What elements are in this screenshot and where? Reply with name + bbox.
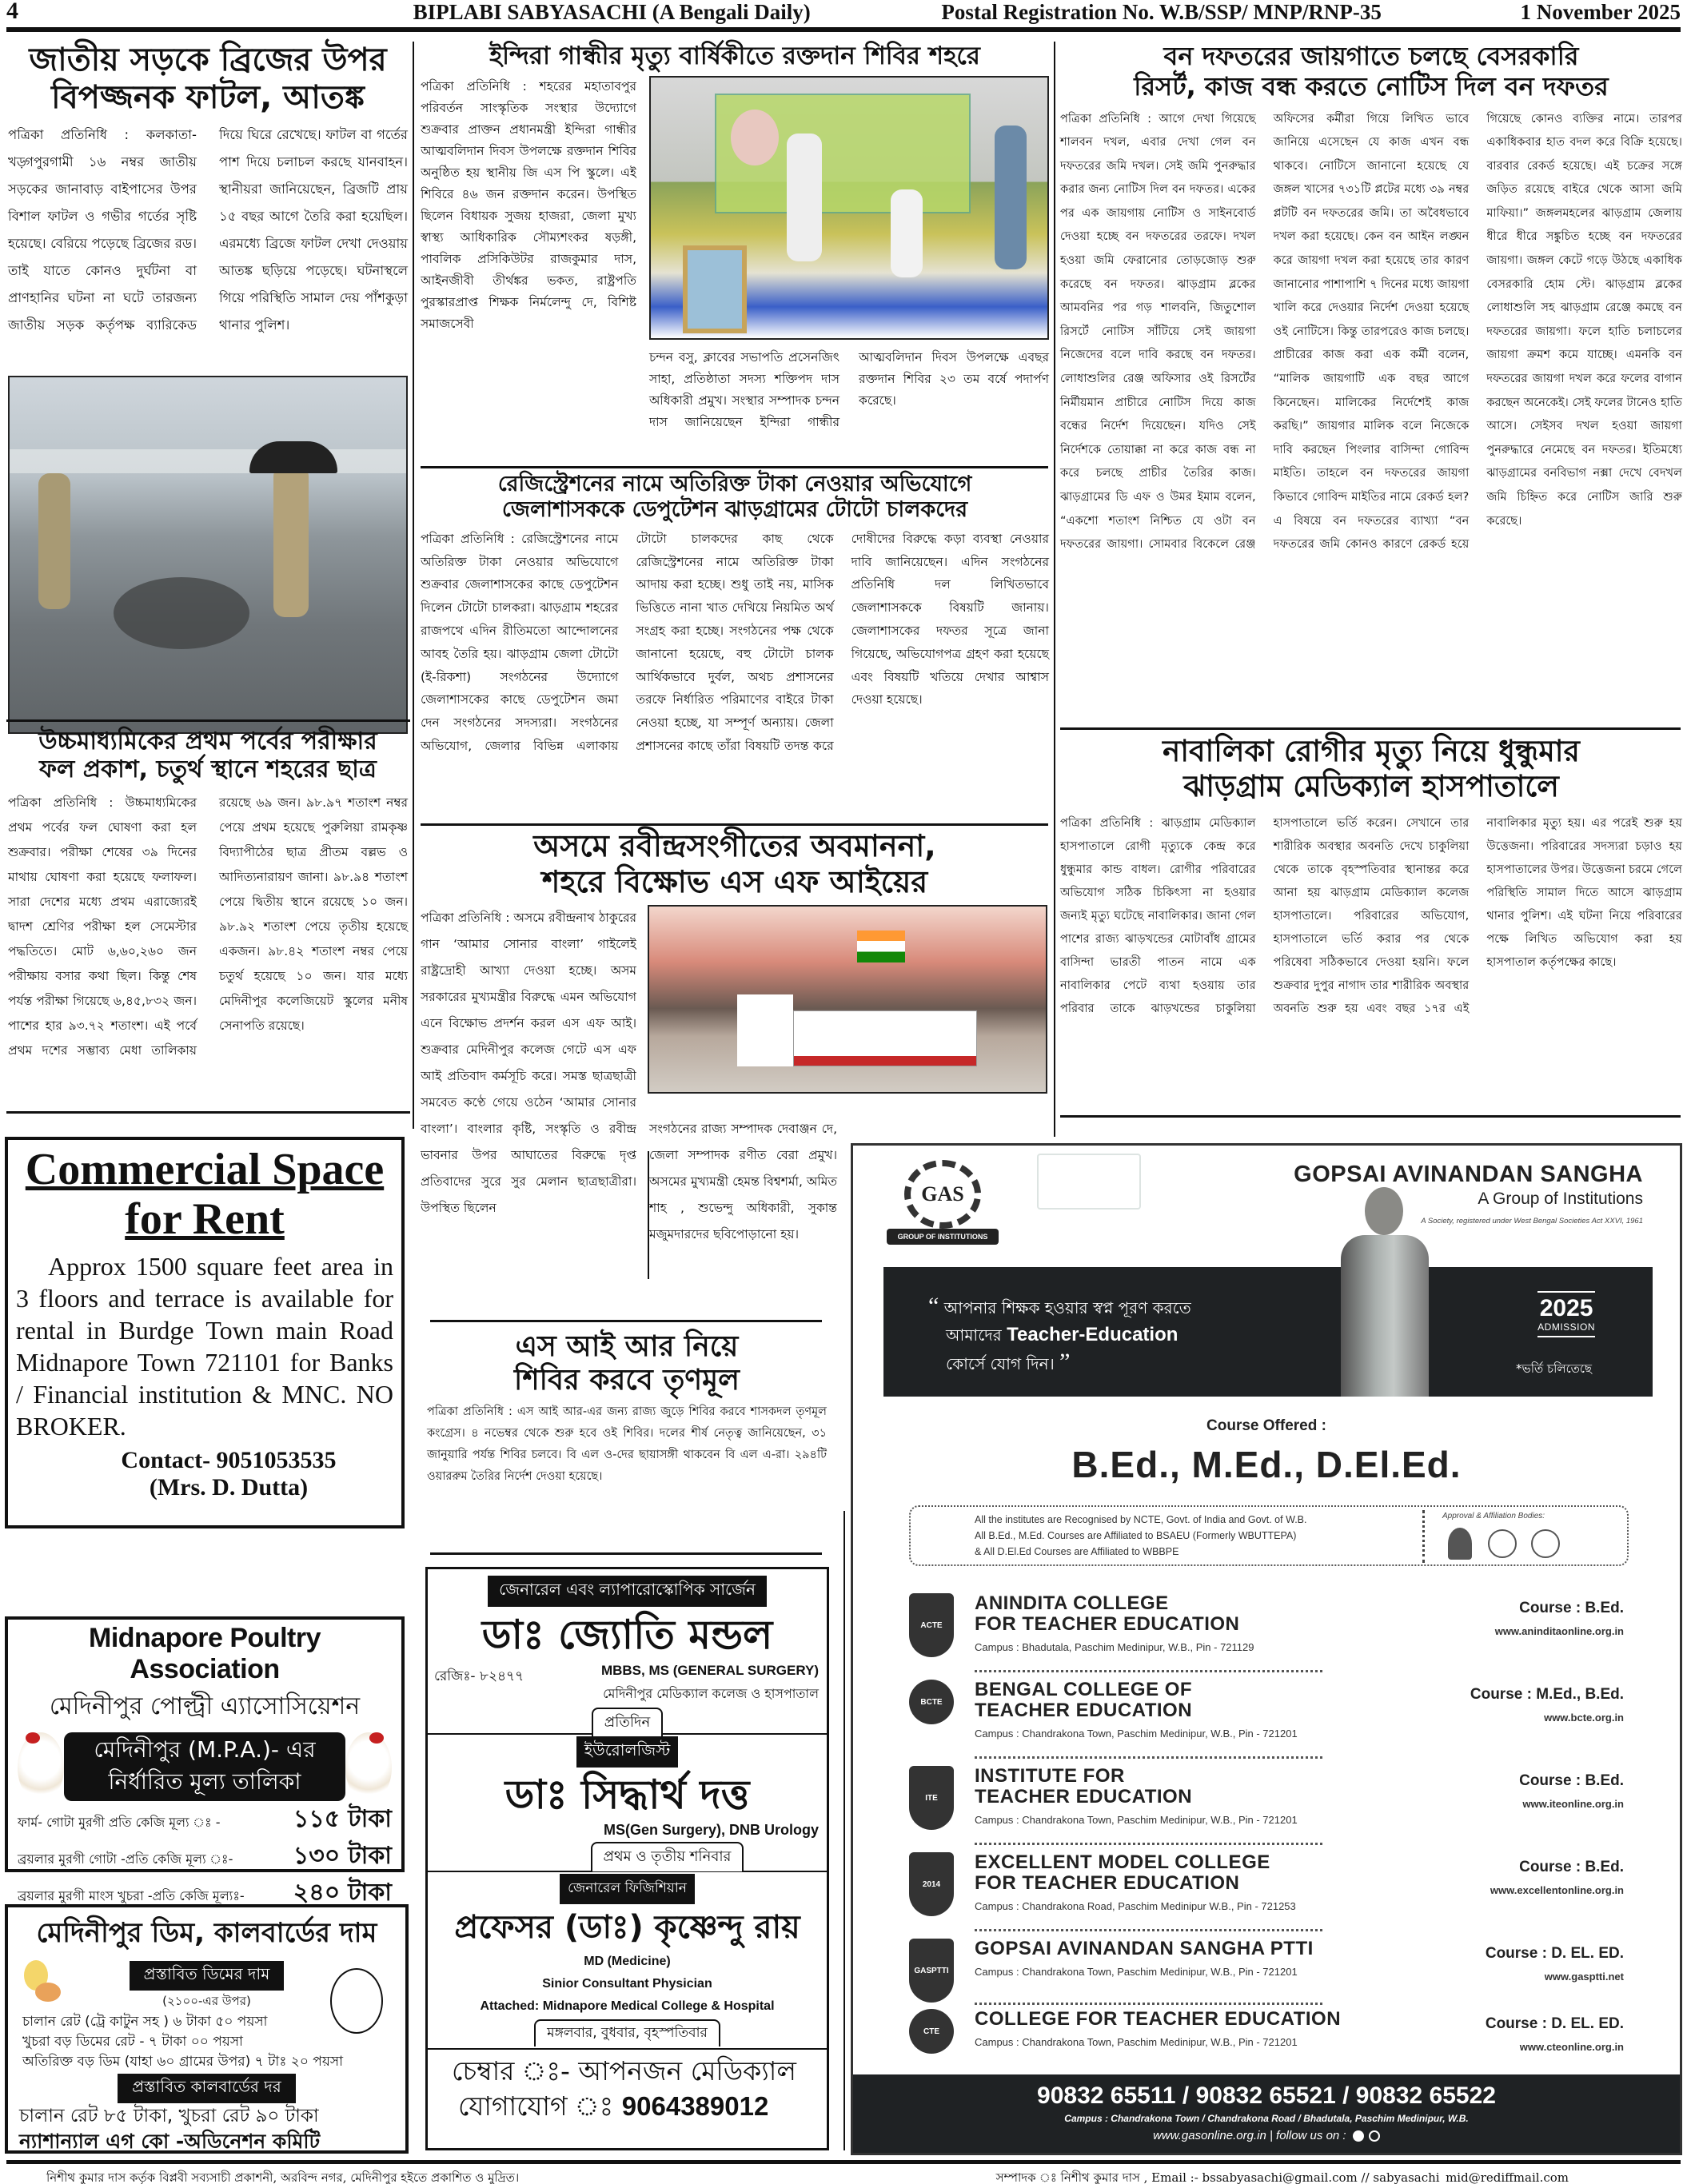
article-bridge bbox=[8, 42, 408, 734]
section-rule bbox=[1060, 1115, 1681, 1118]
quote-line: কোর্সে যোগ দিন। bbox=[946, 1354, 1055, 1373]
footer-publisher: নিশীথ কুমার দাস কর্তৃক বিপ্লবী সব্যসাচী প্রকাশনী, অরবিন্দ নগর, মেদিনীপুর হইতে প্রকাশিত ও মুদ্রিত। bbox=[46, 2170, 520, 2184]
gas-phones: 90832 65511 / 90832 65521 / 90832 65522 bbox=[1037, 2082, 1496, 2109]
doctor-days: মঙ্গলবার, বুধবার, বৃহস্পতিবার bbox=[534, 2019, 720, 2047]
banner-line: নির্ধারিত মূল্য তালিকা bbox=[108, 1768, 301, 1795]
doctor-degree: MS(Gen Surgery), DNB Urology bbox=[603, 1822, 819, 1838]
price-unit: টাকা bbox=[348, 1879, 392, 1907]
headline: শিবির করবে তৃণমূল bbox=[514, 1364, 740, 1397]
headline: ফল প্রকাশ, চতুর্থ স্থানে শহরের ছাত্র bbox=[39, 755, 377, 784]
page-number: 4 bbox=[6, 0, 18, 24]
college-course: Course : M.Ed., B.Ed. bbox=[1470, 1686, 1624, 1703]
article-body: পত্রিকা প্রতিনিধি : ঝাড়গ্রাম মেডিক্যাল হাসপাতালে রোগী মৃত্যুকে কেন্দ্র করে ধুন্ধুমার কান্ড বাধল। রোগীর পরিবারের অভিযোগ সঠিক চিকিৎসা না হওয়ার জন্যই মৃত্যু ঘটেছে নাবালিকার। জানা গেল পাশের রাজ্য ঝাড়খন্ডের মোটাবাঁধ গ্রামের বাসিন্দা ভারতী পাতন নামে এক নাবালিকার পেটে ব্যথা হওয়ায় তার পরিবার তাকে ঝাড়খন্ডের চাকুলিয়া হাসপাতালে ভর্তি করেন। সেখানে তার শারীরিক অবস্থার অবনতি দেখে চাকুলিয়া থেকে তাকে বৃহস্পতিবার স্থানান্তর করে আনা হয় ঝাড়গ্রাম মেডিক্যাল কলেজ হাসপাতালে। পরিবারের অভিযোগ, হাসপাতালে ভর্তি করার পর থেকে পরিষেবা সঠিকভাবে দেওয়া হয়নি। ফলে শুক্রবার দুপুর নাগাদ তার শারীরিক অবস্থার অবনতি শুরু হয় এবং বছর ১৭র এই নাবালিকার মৃত্যু হয়। এর পরেই শুরু হয় উত্তেজনা। পরিবারের সদস্যরা চড়াও হয় হাসপাতালের উপর। উত্তেজনা চরমে গেলে পরিস্থিতি সামাল দিতে আসে ঝাড়গ্রাম থানার পুলিশ। এই ঘটনা নিয়ে পরিবারের পক্ষে লিখিত অভিযোগ করা হয় হাসপাতাল কর্তৃপক্ষের কাছে। bbox=[1060, 816, 1682, 1016]
section-rule bbox=[421, 466, 1048, 468]
college-row bbox=[909, 1593, 1624, 1657]
college-website[interactable]: www.excellentonline.org.in bbox=[1490, 1884, 1624, 1896]
admission-ongoing: *ভর্তি চলিতেছে bbox=[1516, 1361, 1592, 1376]
college-website[interactable]: www.cteonline.org.in bbox=[1519, 2041, 1624, 2053]
price-number: ২৪০ bbox=[293, 1879, 341, 1907]
person-figure bbox=[273, 465, 309, 617]
doctor-name: ডাঃ সিদ্ধার্থ দত্ত bbox=[505, 1772, 750, 1818]
price-label: ব্রয়লার মুরগী গোটা -প্রতি কেজি মূল্য ঃ- bbox=[18, 1851, 233, 1867]
college-course: Course : B.Ed. bbox=[1519, 1859, 1624, 1875]
section-rule bbox=[1060, 727, 1681, 730]
gas-org: GOPSAI AVINANDAN SANGHA bbox=[1294, 1162, 1643, 1187]
egg-sub: (২১০০-এর উপর) bbox=[162, 1994, 251, 2008]
college-name: TEACHER EDUCATION bbox=[975, 1700, 1193, 1721]
dotted-separator bbox=[975, 1670, 1322, 1672]
college-name: BENGAL COLLEGE OF bbox=[975, 1679, 1193, 1700]
price-value bbox=[293, 1839, 392, 1873]
recognition-text bbox=[975, 1512, 1306, 1560]
gas-logo-text: GAS bbox=[904, 1160, 981, 1229]
poultry-title-en: Midnapore Poultry Association bbox=[89, 1623, 321, 1684]
poultry-price-list bbox=[14, 1803, 395, 1913]
article-body: পত্রিকা প্রতিনিধি : অসমে রবীন্দ্রনাথ ঠাকুরের গান ‘আমার সোনার বাংলা’ গাইলেই রাষ্ট্রদ্রোহী আখ্যা দেওয়া হচ্ছে। অসম সরকারের মুখ্যমন্ত্রীর বিরুদ্ধে এমন অভিযোগ এনে বিক্ষোভ প্রদর্শন করল এস এফ আই। শুক্রবার মেদিনীপুর কলেজ গেটে এস এফ আই প্রতিবাদ কর্মসূচি করে। সমস্ত ছাত্রছাত্রী সমবেত কণ্ঠে গেয়ে ওঠেন ‘আমার সোনার বাংলা’। বাংলার কৃষ্টি, সংস্কৃতি ও রবীন্দ্র ভাবনার উপর আঘাতের বিরুদ্ধে দৃপ্ত প্রতিবাদের সুরে সুর মেলান ছাত্রছাত্রীরা। উপস্থিত ছিলেন bbox=[421, 910, 636, 1215]
ad-gopsai-avinandan-sangha bbox=[851, 1143, 1682, 2155]
college-campus: Campus : Chandrakona Road, Paschim Medinipur W.B., Pin - 721253 bbox=[975, 1900, 1296, 1912]
college-campus: Campus : Bhadutala, Paschim Medinipur, W.B., Pin - 721129 bbox=[975, 1641, 1254, 1653]
doctor-attached: Attached: Midnapore Medical College & Hospital bbox=[480, 1999, 775, 2013]
college-crest-icon: 2014 bbox=[909, 1852, 954, 1916]
gas-banner bbox=[883, 1267, 1653, 1397]
section-rule bbox=[6, 719, 410, 722]
doctor-specialty-tag: জেনারেল ফিজিশিয়ান bbox=[560, 1874, 695, 1904]
headline: এস আই আর নিয়ে bbox=[515, 1330, 739, 1363]
doctor-name: প্রফেসর (ডাঃ) কৃষ্ণেন্দু রায় bbox=[454, 1909, 800, 1946]
doctor-title: Sinior Consultant Physician bbox=[542, 1977, 712, 1991]
college-row bbox=[909, 2009, 1624, 2054]
youtube-icon[interactable] bbox=[1369, 2130, 1380, 2142]
admission-badge bbox=[1537, 1291, 1595, 1337]
dotted-separator bbox=[975, 2003, 1322, 2005]
college-website[interactable]: www.bcte.org.in bbox=[1544, 1712, 1624, 1724]
price-label: ব্রয়লার মুরগী মাংস খুচরা -প্রতি কেজি মূল্যঃ- bbox=[18, 1888, 245, 1903]
paper-name: BIPLABI SABYASACHI (A Bengali Daily) bbox=[413, 0, 811, 24]
headline: জেলাশাসককে ডেপুটেশন ঝাড়গ্রামের টোটো চালকদের bbox=[501, 496, 968, 522]
footer-editor: সম্পাদক ঃ নিশীথ কুমার দাস , Email :- bssabyasachi@gmail.com // sabyasachi_mid@rediffmail.com bbox=[995, 2170, 1569, 2184]
price-number: ১৩০ bbox=[293, 1842, 341, 1870]
headline: ইন্দিরা গান্ধীর মৃত্যু বার্ষিকীতে রক্তদান শিবির শহরে bbox=[489, 42, 980, 70]
bridge-photo bbox=[8, 376, 408, 734]
gas-logo bbox=[887, 1160, 999, 1248]
quote-line: আমাদের bbox=[946, 1325, 1002, 1345]
contact bbox=[428, 2090, 827, 2123]
headline: বিপজ্জনক ফাটল, আতঙ্ক bbox=[51, 79, 365, 117]
courses-offered bbox=[853, 1417, 1680, 1486]
article-body: সংগঠনের রাজ্য সম্পাদক দেবাঞ্জন দে, জেলা সম্পাদক রণীত বেরা প্রমুখ। অসমের মুখ্যমন্ত্রী হেমন্ত বিশ্বশর্মা, অমিত শাহ , শুভেন্দু অধিকারী, সুকান্ত মজুমদারদের ছবিপোড়ানো হয়। bbox=[649, 1122, 837, 1241]
article-indira bbox=[421, 42, 1049, 429]
book-pencil-icon bbox=[1037, 1154, 1141, 1210]
headline: জাতীয় সড়কে ব্রিজের উপর bbox=[29, 42, 387, 78]
section-rule bbox=[430, 1552, 822, 1555]
person-figure bbox=[995, 126, 1027, 269]
banner-line: মেদিনীপুর (M.P.A.)- এর bbox=[94, 1736, 316, 1763]
masthead bbox=[6, 0, 1681, 32]
college-website[interactable]: www.iteonline.org.in bbox=[1522, 1798, 1624, 1810]
column-divider bbox=[844, 1511, 845, 2150]
ad-contact-name: (Mrs. D. Dutta) bbox=[149, 1474, 309, 1501]
article-forest bbox=[1060, 42, 1682, 747]
doctor-reg: রেজিঃ- ৮২৪৭৭ bbox=[434, 1668, 524, 1684]
college-course: Course : B.Ed. bbox=[1519, 1600, 1624, 1616]
pothole bbox=[114, 577, 249, 649]
college-name: FOR TEACHER EDUCATION bbox=[975, 1872, 1240, 1894]
article-sir bbox=[427, 1330, 827, 1488]
college-name: EXCELLENT MODEL COLLEGE bbox=[975, 1851, 1270, 1873]
college-row bbox=[909, 1939, 1624, 2003]
contact-number: 9064389012 bbox=[621, 2091, 769, 2121]
doctor-days: প্রথম ও তৃতীয় শনিবার bbox=[591, 1842, 744, 1871]
issue-date: 1 November 2025 bbox=[1520, 0, 1681, 24]
college-crest-icon: GASPTTI bbox=[909, 1939, 954, 2003]
college-course: Course : D. EL. ED. bbox=[1485, 2015, 1624, 2032]
college-row bbox=[909, 1680, 1624, 1740]
article-body: পত্রিকা প্রতিনিধি : এস আই আর-এর জন্য রাজ্য জুড়ে শিবির করবে শাসকদল তৃণমূল কংগ্রেস। ৪ নভেম্বর থেকে শুরু হবে ওই শিবির। দলের শীর্ষ নেতৃত্ব জানিয়েছেন, ৩১ জানুয়ারি পর্যন্ত শিবির চলবে। বি এল ও-দের ছায়াসঙ্গী থাকবেন বি এল এ-রা। ২৯৪টি ওয়াররুম তৈরির নির্দেশ দেওয়া হয়েছে। bbox=[427, 1405, 827, 1483]
chick-egg-icon bbox=[24, 1960, 62, 2003]
contact-label: যোগাযোগ ঃ bbox=[458, 2090, 614, 2122]
placard bbox=[737, 994, 793, 1066]
college-name: INSTITUTE FOR bbox=[975, 1765, 1125, 1787]
wbbpe-logo-icon bbox=[1531, 1529, 1560, 1558]
section-rule bbox=[430, 1320, 822, 1322]
egg-title: মেদিনীপুর ডিম, কালবার্ডের দাম bbox=[36, 1917, 377, 1949]
price-label: ফার্ম- গোটা মুরগী প্রতি কেজি মূল্য ঃ - bbox=[18, 1815, 221, 1830]
egg-committee: ন্যাশান্যাল এগ কো -অডিনেশন কমিটি bbox=[19, 2130, 321, 2153]
college-campus: Campus : Chandrakona Town, Paschim Medinipur, W.B., Pin - 721201 bbox=[975, 1966, 1298, 1978]
headline: নাবালিকা রোগীর মৃত্যু নিয়ে ধুন্ধুমার bbox=[1163, 734, 1580, 768]
price-number: ১১৫ bbox=[293, 1805, 341, 1833]
column-divider bbox=[1054, 42, 1055, 1137]
dotted-separator bbox=[975, 1929, 1322, 1931]
egg-outline-icon bbox=[330, 1968, 383, 2034]
poultry-banner bbox=[64, 1732, 345, 1801]
section-rule bbox=[6, 1111, 410, 1114]
college-crest-icon: ACTE bbox=[909, 1593, 954, 1657]
portrait-figure bbox=[731, 110, 779, 165]
doctor-degree: MD (Medicine) bbox=[584, 1955, 671, 1968]
gas-contact-bar bbox=[853, 2074, 1680, 2153]
approval-label: Approval & Affiliation Bodies: bbox=[1442, 1512, 1545, 1520]
college-crest-icon: ITE bbox=[909, 1766, 954, 1830]
college-row bbox=[909, 1852, 1624, 1916]
college-row bbox=[909, 1766, 1624, 1830]
price-unit: টাকা bbox=[348, 1842, 392, 1870]
admission-year: 2025 bbox=[1539, 1295, 1593, 1321]
chicken-icon bbox=[18, 1732, 64, 1803]
article-body: পত্রিকা প্রতিনিধি : আগে দেখা গিয়েছে শালবন দখল, এবার দেখা গেল বন দফতরের জমি দখল। সেই জমি পুনরুদ্ধার করার জন্য নোটিস দিল বন দফতর। একের পর এক জায়গায় নোটিস ও সাইনবোর্ড দেওয়া হচ্ছে বন দফতরের তরফে। দখল হওয়া জমি ফেরানোর তোড়জোড় শুরু করেছে বন দফতর। ঝাড়গ্রাম ব্লকের আমবনির পর গড় শালবনি, জিতুশোল রিসর্টে নোটিস সাঁটিয়ে সেই জায়গা নিজেদের বলে দাবি করছে বন দফতর। লোধাশুলির রেঞ্জ অফিসার ওই রিসর্টের নির্মীয়মান প্রাচীরে নোটিস দিয়ে কাজ বন্ধের নির্দেশ দিয়েছেন। যদিও সেই নির্দেশকে তোয়াক্কা না করে কাজ বন্ধ না করে চলছে প্রাচীর তৈরির কাজ। ঝাড়গ্রামের ডি এফ ও উমর ইমাম বলেন, “একশো শতাংশ নিশ্চিত যে ওটা বন দফতরের জায়গা। সোমবার বিকেলে রেঞ্জ অফিসের কর্মীরা গিয়ে লিখিত ভাবে জানিয়ে এসেছেন যে কাজ এখন বন্ধ থাকবে। নোটিসে জানানো হয়েছে যে জঙ্গল খাসের ৭৩১টি প্লটের মধ্যে ৩৯ নম্বর প্লটটি বন দফতরের জমি। তা অবৈধভাবে দখল করা হয়েছে। কেন বন আইন লঙ্ঘন করে জায়গা দখল করা হয়েছে তার কারণ জানানোর পাশাপাশি ৭ দিনের মধ্যে জায়গা খালি করে দেওয়ার নির্দেশ দেওয়া হয়েছে ওই নোটিসে। কিন্তু তারপরেও কাজ চলছে। প্রাচীরের কাজ করা এক কর্মী বলেন, “মালিক জায়গাটি এক বছর আগে কিনেছেন। মালিকের নির্দেশেই কাজ করছি।” জায়গার মালিক বলে নিজেকে দাবি করছেন পিংলার বাসিন্দা গোবিন্দ মাইতি। তাহলে বন দফতরের জায়গা কিভাবে গোবিন্দ মাইতির নামে রেকর্ড হল? এ বিষয়ে বন দফতরের ব্যাখ্যা “বন দফতরের জমি কোনও কারণে রেকর্ড হয়ে গিয়েছে কোনও ব্যক্তির নামে। তারপর একাধিকবার হাত বদল করে বিক্রি হয়েছে। বারবার রেকর্ড হয়েছে। এই চক্রের সঙ্গে জড়িত রয়েছে বাইরে থেকে আসা জমি মাফিয়া।” জঙ্গলমহলের ঝাড়গ্রাম জেলায় ধীরে ধীরে সঙ্কুচিত হচ্ছে বন দফতরের জায়গা। জঙ্গল কেটে গড়ে উঠছে একাধিক বেসরকারি হোম স্টে। ঝাড়গ্রাম ব্লকের লোধাশুলি সহ ঝাড়গ্রাম রেঞ্জে কমছে বন দফতরের জায়গা। ফলে হাতি চলাচলের জায়গা ক্রমশ কমে যাচ্ছে। এমনকি বন দফতরের জায়গা দখল করে ফলের বাগান করছেন অনেকেই। সেই ফলের টানেও হাতি আসে। সেইসব দখল হওয়া জায়গা পুনরুদ্ধারে নেমেছে বন দফতর। ইতিমধ্যে ঝাড়গ্রামের বনবিভাগ নক্সা দেখে বেদখল জমি চিহ্নিত করে নোটিস জারি শুরু করেছে। bbox=[1060, 111, 1682, 552]
doctor-specialty-tag: জেনারেল এবং ল্যাপারোস্কোপিক সার্জেন bbox=[488, 1576, 767, 1607]
poultry-price-row bbox=[14, 1803, 395, 1839]
headline: অসমে রবীন্দ্রসংগীতের অবমাননা, bbox=[533, 828, 936, 863]
college-name: GOPSAI AVINANDAN SANGHA PTTI bbox=[975, 1938, 1314, 1959]
ad-poultry bbox=[5, 1616, 405, 1907]
barricade bbox=[10, 449, 406, 473]
column-divider bbox=[648, 1151, 649, 1279]
dotted-separator bbox=[975, 1843, 1322, 1845]
article-toto bbox=[421, 472, 1049, 804]
kalbird-rate: চালান রেট ৮৫ টাকা, খুচরা রেট ৯০ টাকা bbox=[19, 2106, 319, 2126]
article-minor bbox=[1060, 734, 1682, 1083]
chicken-icon bbox=[345, 1732, 392, 1803]
courses-list: B.Ed., M.Ed., D.El.Ed. bbox=[1071, 1444, 1462, 1485]
recognition-line: All the institutes are Recognised by NCTE, Govt. of India and Govt. of W.B. bbox=[975, 1514, 1307, 1525]
kalbird-section-label: প্রস্তাবিত কালবার্ডের দর bbox=[118, 2074, 296, 2103]
college-course: Course : D. EL. ED. bbox=[1485, 1945, 1624, 1962]
courses-label: Course Offered : bbox=[1206, 1417, 1326, 1434]
college-campus: Campus : Chandrakona Town, Paschim Medinipur, W.B., Pin - 721201 bbox=[975, 1728, 1298, 1740]
college-campus: Campus : Chandrakona Town, Paschim Medinipur, W.B., Pin - 721201 bbox=[975, 2036, 1298, 2048]
quote-highlight: Teacher-Education bbox=[1007, 1324, 1179, 1345]
doctor-degree: MBBS, MS (GENERAL SURGERY) bbox=[600, 1663, 819, 1678]
headline: ঝাড়গ্রাম মেডিক্যাল হাসপাতালে bbox=[1183, 768, 1559, 803]
college-course: Course : B.Ed. bbox=[1519, 1772, 1624, 1789]
headline: রিসর্ট, কাজ বন্ধ করতে নোটিস দিল বন দফতর bbox=[1134, 70, 1609, 102]
ncte-logo-icon bbox=[1448, 1528, 1472, 1560]
egg-rate-row: খুচরা বড় ডিমের রেট - ৭ টাকা ০০ পয়সা bbox=[22, 2034, 243, 2050]
bsaeu-logo-icon bbox=[1488, 1529, 1517, 1558]
headline: বন দফতরের জায়গাতে চলছে বেসরকারি bbox=[1163, 41, 1579, 71]
recognition-box bbox=[909, 1505, 1629, 1566]
umbrella bbox=[249, 441, 337, 473]
gas-campus: Campus : Chandrakona Town / Chandrakona Road / Bhadutala, Paschim Medinipur, W.B. bbox=[1064, 2113, 1469, 2124]
college-name: FOR TEACHER EDUCATION bbox=[975, 1613, 1240, 1635]
ad-egg-price bbox=[5, 1904, 409, 2154]
doctor-hospital: মেদিনীপুর মেডিক্যাল কলেজ ও হাসপাতাল bbox=[603, 1686, 819, 1701]
egg-rate-row: চালান রেট (ট্রে কাটুন সহ ) ৬ টাকা ৫০ পয়সা bbox=[22, 2014, 268, 2030]
price-value bbox=[293, 1803, 392, 1836]
article-body: পত্রিকা প্রতিনিধি : কলকাতা-খড়্গপুরগামী ১৬ নম্বর জাতীয় সড়কের জানাবাড় বাইপাসের উপর বিশাল ফাটল ও গভীর গর্তের সৃষ্টি হয়েছে। বেরিয়ে পড়েছে ব্রিজের রড। তাই যাতে কোনও দুর্ঘটনা বা প্রাণহানির ঘটনা না ঘটে তারজন্য জাতীয় সড়ক কর্তৃপক্ষ ব্যারিকেড দিয়ে ঘিরে রেখেছে। ফাটল বা গর্তের পাশ দিয়ে চলাচল করছে যানবাহন। স্থানীয়রা জানিয়েছেন, ব্রিজটি প্রায় ১৫ বছর আগে তৈরি করা হয়েছিল। এরমধ্যে ব্রিজে ফাটল দেখা দেওয়ায় আতঙ্ক ছড়িয়ে পড়েছে। ঘটনাস্থলে গিয়ে পরিস্থিতি সামাল দেয় পাঁশকুড়া থানার পুলিশ। bbox=[8, 127, 408, 333]
price-unit: টাকা bbox=[348, 1805, 392, 1833]
college-name: COLLEGE FOR TEACHER EDUCATION bbox=[975, 2008, 1342, 2030]
postal-registration: Postal Registration No. W.B/SSP/ MNP/RNP-35 bbox=[941, 0, 1382, 24]
quote-line: আপনার শিক্ষক হওয়ার স্বপ্ন পূরণ করতে bbox=[943, 1298, 1191, 1317]
college-campus: Campus : Chandrakona Town, Paschim Medinipur, W.B., Pin - 721201 bbox=[975, 1814, 1298, 1826]
student-photo bbox=[1331, 1187, 1435, 1397]
recognition-line: & All D.El.Ed Courses are Affiliated to WBBPE bbox=[975, 1546, 1179, 1557]
article-body: পত্রিকা প্রতিনিধি : উচ্চমাধ্যমিকের প্রথম পর্বের ফল ঘোষণা করা হল শুক্রবার। পরীক্ষা শেষের ৩৯ দিনের মাথায় ঘোষণা করা হয়েছে ফলাফল। সারা দেশের মধ্যে প্রথম এরাজ্যেরই দ্বাদশ শ্রেণির পরীক্ষা হল সেমেস্টার পদ্ধতিতে। মোট ৬,৬০,২৬০ জন পরীক্ষায় বসার কথা ছিল। কিন্তু শেষ পর্যন্ত পরীক্ষা গিয়েছে ৬,৪৫,৮৩২ জন। পাশের হার ৯৩.৭২ শতাংশ। এই পর্বে প্রথম দশের সম্ভাব্য মেধা তালিকায় রয়েছে ৬৯ জন। ৯৮.৯৭ শতাংশ নম্বর পেয়ে প্রথম হয়েছে পুরুলিয়া রামকৃষ্ণ বিদ্যাপীঠের ছাত্র প্রীতম বল্লভ ও আদিত্যনারায়ণ জানা। ৯৮.৯৪ শতাংশ পেয়ে দ্বিতীয় স্থানে রয়েছে ১০ জন। ৯৮.৯২ শতাংশ পেয়ে তৃতীয় হয়েছে একজন। ৯৮.৪২ শতাংশ নম্বর পেয়ে চতুর্থ হয়েছে ১০ জন। যার মধ্যে মেদিনীপুর কলেজিয়েট স্কুলের মনীষ সেনাপতি রয়েছে। bbox=[8, 795, 408, 1058]
person-figure bbox=[787, 134, 822, 261]
gas-org-reg: A Society, registered under West Bengal Societies Act XXVI, 1961 bbox=[1421, 1217, 1643, 1226]
article-exam bbox=[8, 727, 408, 1110]
gas-logo-ribbon: GROUP OF INSTITUTIONS bbox=[887, 1229, 999, 1245]
protest-photo bbox=[648, 905, 1047, 1094]
ad-contact: Contact- 9051053535 bbox=[121, 1447, 337, 1473]
ad-body: Approx 1500 square feet area in 3 floors and terrace is available for rental in Burdge Town main Road Midnapore Town 721101 for Banks / Financial institution & MNC. NO BROKER. bbox=[16, 1252, 393, 1441]
headline: রেজিস্ট্রেশনের নামে অতিরিক্ত টাকা নেওয়ার অভিযোগে bbox=[497, 472, 972, 496]
section-rule bbox=[421, 823, 1048, 826]
college-website[interactable]: www.aninditaonline.org.in bbox=[1494, 1625, 1624, 1637]
gas-org-sub: A Group of Institutions bbox=[1478, 1190, 1643, 1208]
egg-section-label: প্রস্তাবিত ডিমের দাম bbox=[130, 1961, 285, 1991]
ad-commercial-space bbox=[5, 1137, 405, 1528]
gas-website[interactable]: www.gasonline.org.in | follow us on : bbox=[1153, 2129, 1346, 2142]
chamber: চেম্বার ঃ- আপনজন মেডিক্যাল bbox=[452, 2055, 796, 2086]
article-body: চন্দন বসু, ক্লাবের সভাপতি প্রসেনজিৎ সাহা, প্রতিষ্ঠাতা সদস্য শক্তিপদ দাস অধিকারী প্রমুখ। সংস্থার সম্পাদক চন্দন দাস জানিয়েছেন ইন্দিরা গান্ধীর আত্মবলিদান দিবস উপলক্ষে এবছর রক্তদান শিবির ২৩ তম বর্ষে পদার্পণ করেছে। bbox=[649, 350, 1049, 429]
flag bbox=[857, 931, 905, 962]
article-body: পত্রিকা প্রতিনিধি : শহরের মহাতাবপুর পরিবর্তন সাংস্কৃতিক সংস্থার উদ্যোগে শুক্রবার প্রাক্তন প্রধানমন্ত্রী ইন্দিরা গান্ধীর আত্মবলিদান দিবস উপলক্ষে রক্তদান শিবির অনুষ্ঠিত হয় স্থানীয় জি এস পি স্কুলে। এই শিবিরে ৪৬ জন রক্তদান করেন। উপস্থিত ছিলেন বিধায়ক সুজয় হাজরা, জেলা মুখ্য স্বাস্থ্য আধিকারিক সৌম্যশংকর ষড়ঙ্গী, পাবলিক প্রসিকিউটর রাজকুমার দাস, আইনজীবী তীর্থঙ্কর ভকত, রাষ্ট্রপতি পুরস্কারপ্রাপ্ত শিক্ষক নির্মলেন্দু দে, বিশিষ্ট সমাজসেবী bbox=[421, 78, 636, 331]
college-website[interactable]: www.gasptti.net bbox=[1544, 1971, 1624, 1983]
college-name: TEACHER EDUCATION bbox=[975, 1786, 1193, 1807]
college-crest-icon: BCTE bbox=[909, 1680, 954, 1724]
protest-banner bbox=[793, 1010, 977, 1066]
ad-title: Commercial Space bbox=[25, 1145, 385, 1194]
footer bbox=[6, 2160, 1681, 2184]
doctor-specialty-tag: ইউরোলজিস্ট bbox=[576, 1736, 679, 1768]
column-divider bbox=[413, 42, 414, 1129]
poultry-price-row bbox=[14, 1839, 395, 1876]
person-figure bbox=[38, 473, 70, 609]
college-crest-icon: CTE bbox=[909, 2009, 954, 2054]
gas-quote: “ আপনার শিক্ষক হওয়ার স্বপ্ন পূরণ করতে আমাদের Teacher-Education কোর্সে যোগ দিন। ” bbox=[928, 1293, 1191, 1375]
recognition-line: All B.Ed., M.Ed. Courses are Affiliated to BSAEU (Formerly WBUTTEPA) bbox=[975, 1530, 1297, 1541]
ad-doctors bbox=[425, 1567, 829, 2150]
divider bbox=[1422, 1510, 1425, 1563]
article-body: পত্রিকা প্রতিনিধি : রেজিস্ট্রেশনের নামে অতিরিক্ত টাকা নেওয়ার অভিযোগে শুক্রবার জেলাশাসকের কাছে ডেপুটেশন দিলেন টোটো চালকরা। ঝাড়গ্রাম শহরের রাজপথে এদিন রীতিমতো আন্দোলনের আবহ তৈরি হয়। ঝাড়গ্রাম জেলা টোটো (ই-রিকশা) সংগঠনের উদ্যোগে জেলাশাসকের কাছে ডেপুটেশন জমা দেন সংগঠনের সদস্যরা। সংগঠনের অভিযোগ, জেলার বিভিন্ন এলাকায় টোটো চালকদের কাছ থেকে রেজিস্ট্রেশনের নামে অতিরিক্ত টাকা আদায় করা হচ্ছে। শুধু তাই নয়, মাসিক ভিত্তিতে নানা খাত দেখিয়ে নিয়মিত অর্থ সংগ্রহ করা হচ্ছে। সংগঠনের পক্ষ থেকে জানানো হয়েছে, বহু টোটো চালক আর্থিকভাবে দুর্বল, অথচ প্রশাসনের তরফে নির্ধারিত পরিমাণের বাইরে টাকা নেওয়া হচ্ছে, যা সম্পূর্ণ অন্যায়। জেলা প্রশাসনের কাছে তাঁরা বিষয়টি তদন্ত করে দোষীদের বিরুদ্ধে কড়া ব্যবস্থা নেওয়ার দাবি জানিয়েছেন। এদিন সংগঠনের প্রতিনিধি দল লিখিতভাবে জেলাশাসককে বিষয়টি জানায়। জেলাশাসকের দফতর সূত্রে জানা গিয়েছে, অভিযোগপত্র গ্রহণ করা হয়েছে এবং বিষয়টি খতিয়ে দেখার আশ্বাস দেওয়া হয়েছে। bbox=[421, 531, 1049, 753]
doctor-days: প্রতিদিন bbox=[592, 1708, 663, 1737]
headline: উচ্চমাধ্যমিকের প্রথম পর্বের পরীক্ষার bbox=[38, 727, 377, 755]
ad-title: for Rent bbox=[125, 1194, 285, 1244]
doctor-name: ডাঃ জ্যোতি মন্ডল bbox=[481, 1612, 773, 1658]
admission-label: ADMISSION bbox=[1537, 1321, 1595, 1333]
dotted-separator bbox=[975, 1756, 1322, 1759]
poultry-title-bn: মেদিনীপুর পোল্ট্রী এ্যাসোসিয়েশন bbox=[49, 1692, 361, 1720]
blood-camp-photo bbox=[649, 76, 1049, 340]
person-figure bbox=[891, 189, 923, 277]
egg-rate-row: অতিরিক্ত বড় ডিম (যাহা ৬০ গ্রামের উপর) ৭ টাঃ ২০ পয়সা bbox=[22, 2054, 344, 2070]
framed-picture bbox=[683, 245, 747, 333]
facebook-icon[interactable] bbox=[1353, 2130, 1364, 2142]
college-name: ANINDITA COLLEGE bbox=[975, 1592, 1169, 1614]
headline: শহরে বিক্ষোভ এস এফ আইয়ের bbox=[541, 863, 928, 899]
